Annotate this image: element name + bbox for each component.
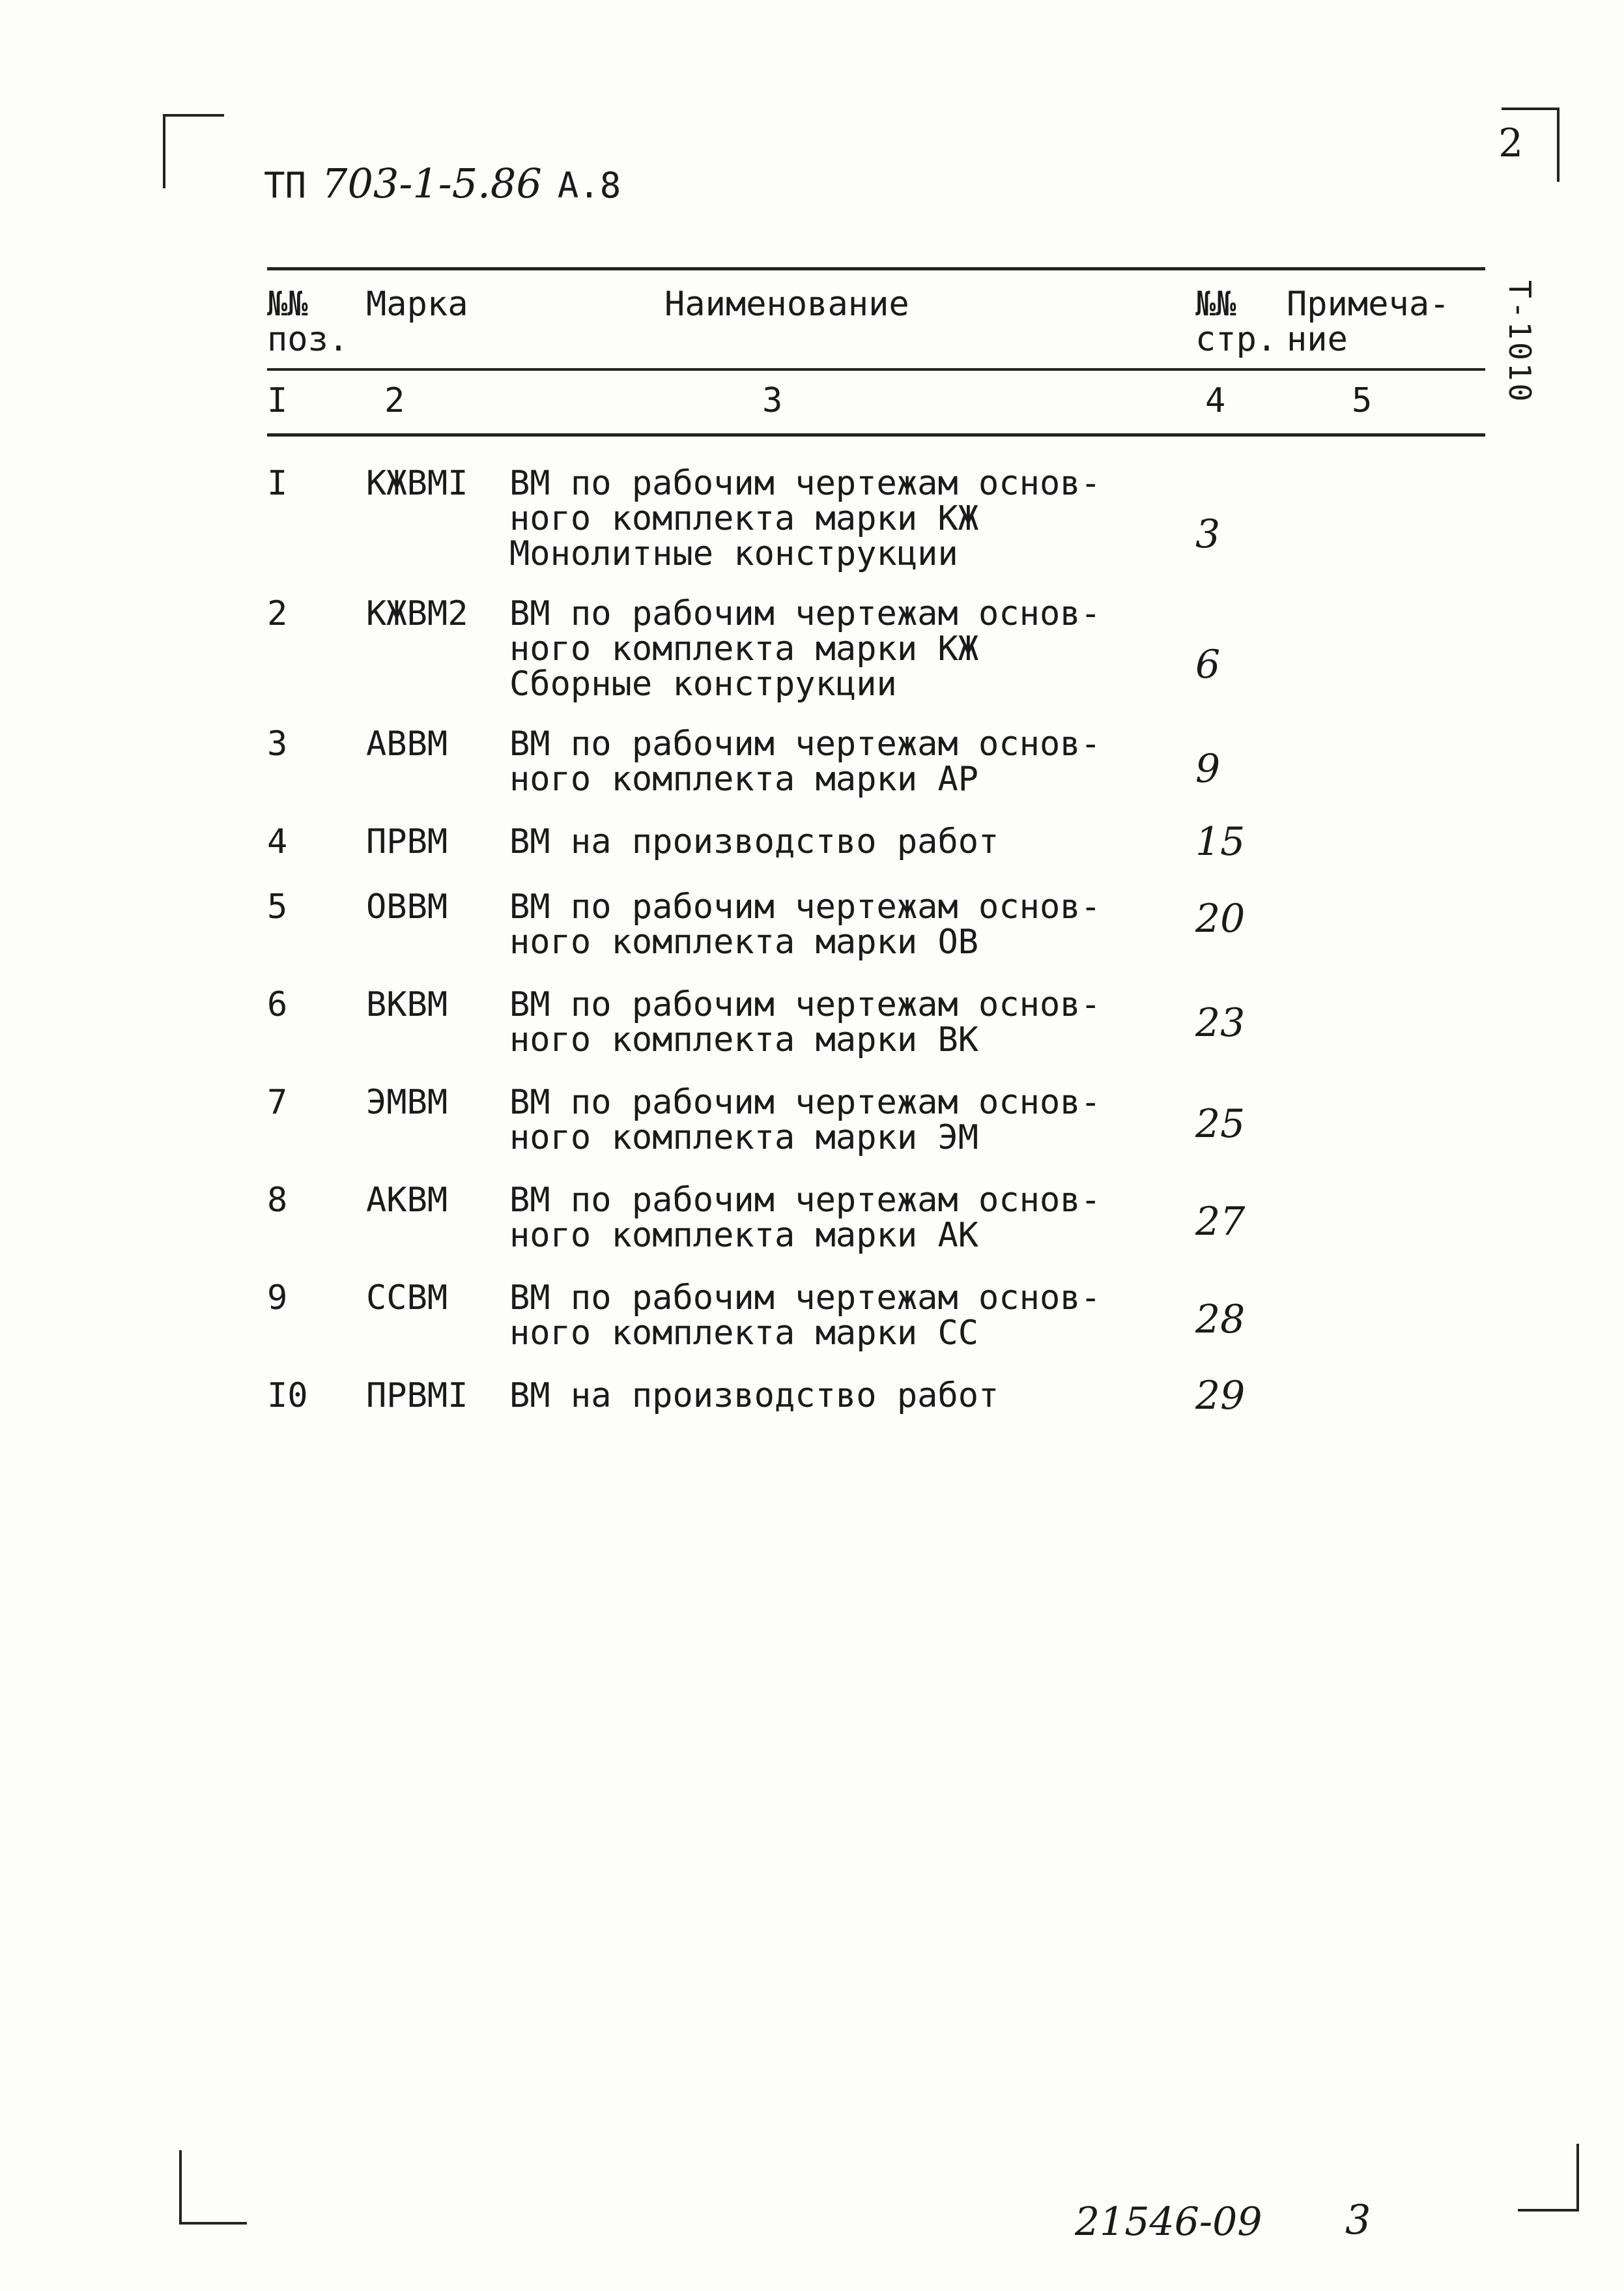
row-mark: ВКВМ xyxy=(366,985,448,1024)
row-page: 23 xyxy=(1195,1000,1246,1046)
row-name: ВМ по рабочим чертежам основ- ного комплекта марки КЖ Монолитные конструкции xyxy=(509,464,1101,573)
corner-mark-top-left xyxy=(163,114,224,188)
row-mark: ПРВМ xyxy=(366,822,448,861)
row-pos: 7 xyxy=(267,1083,288,1122)
row-name: ВМ по рабочим чертежам основ- ного комплекта марки ЭМ xyxy=(509,1083,1101,1157)
row-name: ВМ на производство работ xyxy=(509,822,999,861)
row-page: 29 xyxy=(1195,1373,1246,1419)
row-mark: ОВВМ xyxy=(366,887,448,927)
row-pos: 4 xyxy=(267,822,288,861)
row-pos: 6 xyxy=(267,985,288,1024)
row-page: 15 xyxy=(1195,819,1246,865)
header-name: Наименование xyxy=(664,285,909,324)
row-name: ВМ на производство работ xyxy=(509,1376,999,1415)
row-pos: I0 xyxy=(267,1376,308,1415)
row-pos: 5 xyxy=(267,887,288,927)
page-number: 2 xyxy=(1498,121,1524,166)
footer-doc-number: 21546-09 xyxy=(1075,2199,1262,2245)
row-page: 28 xyxy=(1195,1297,1246,1342)
row-page: 27 xyxy=(1195,1199,1246,1245)
row-name: ВМ по рабочим чертежам основ- ного комплекта марки АК xyxy=(509,1181,1101,1255)
corner-mark-bottom-right xyxy=(1518,2144,1579,2212)
column-number-5: 5 xyxy=(1352,381,1373,420)
row-pos: 9 xyxy=(267,1278,288,1318)
header-mark: Марка xyxy=(366,285,468,324)
column-number-1: I xyxy=(267,381,288,420)
row-page: 3 xyxy=(1195,512,1221,557)
header-pos: №№ поз. xyxy=(267,285,349,359)
row-page: 9 xyxy=(1195,746,1221,792)
row-pos: 2 xyxy=(267,594,288,633)
side-code: Т-1010 xyxy=(1502,280,1537,405)
row-name: ВМ по рабочим чертежам основ- ного комплекта марки ОВ xyxy=(509,887,1101,962)
header-page: №№ стр. xyxy=(1195,285,1277,359)
row-mark: АВВМ xyxy=(366,725,448,764)
row-pos: 3 xyxy=(267,725,288,764)
header-prefix: ТП xyxy=(264,165,307,206)
header-note: Примеча- ние xyxy=(1287,285,1450,359)
row-mark: ССВМ xyxy=(366,1278,448,1318)
column-number-2: 2 xyxy=(384,381,405,420)
row-mark: КЖВМI xyxy=(366,464,468,503)
row-mark: ЭМВМ xyxy=(366,1083,448,1122)
column-number-3: 3 xyxy=(762,381,783,420)
table-rule-numbers xyxy=(267,433,1485,437)
header-album: А.8 xyxy=(557,165,621,206)
corner-mark-bottom-left xyxy=(179,2150,247,2225)
row-mark: КЖВМ2 xyxy=(366,594,468,633)
table-rule-header xyxy=(267,368,1485,371)
document-header xyxy=(264,160,621,207)
row-page: 6 xyxy=(1195,642,1221,687)
row-mark: АКВМ xyxy=(366,1181,448,1220)
table-rule-top xyxy=(267,267,1485,270)
row-name: ВМ по рабочим чертежам основ- ного комплекта марки СС xyxy=(509,1278,1101,1353)
row-page: 20 xyxy=(1195,896,1246,942)
footer-sheet-number: 3 xyxy=(1345,2196,1371,2243)
row-name: ВМ по рабочим чертежам основ- ного комплекта марки КЖ Сборные конструкции xyxy=(509,594,1101,704)
row-pos: I xyxy=(267,464,288,503)
row-page: 25 xyxy=(1195,1101,1246,1147)
row-mark: ПРВМI xyxy=(366,1376,468,1415)
row-pos: 8 xyxy=(267,1181,288,1220)
column-number-4: 4 xyxy=(1205,381,1226,420)
header-project: 703-1-5.86 xyxy=(322,160,542,207)
row-name: ВМ по рабочим чертежам основ- ного комплекта марки ВК xyxy=(509,985,1101,1059)
row-name: ВМ по рабочим чертежам основ- ного комплекта марки АР xyxy=(509,725,1101,799)
